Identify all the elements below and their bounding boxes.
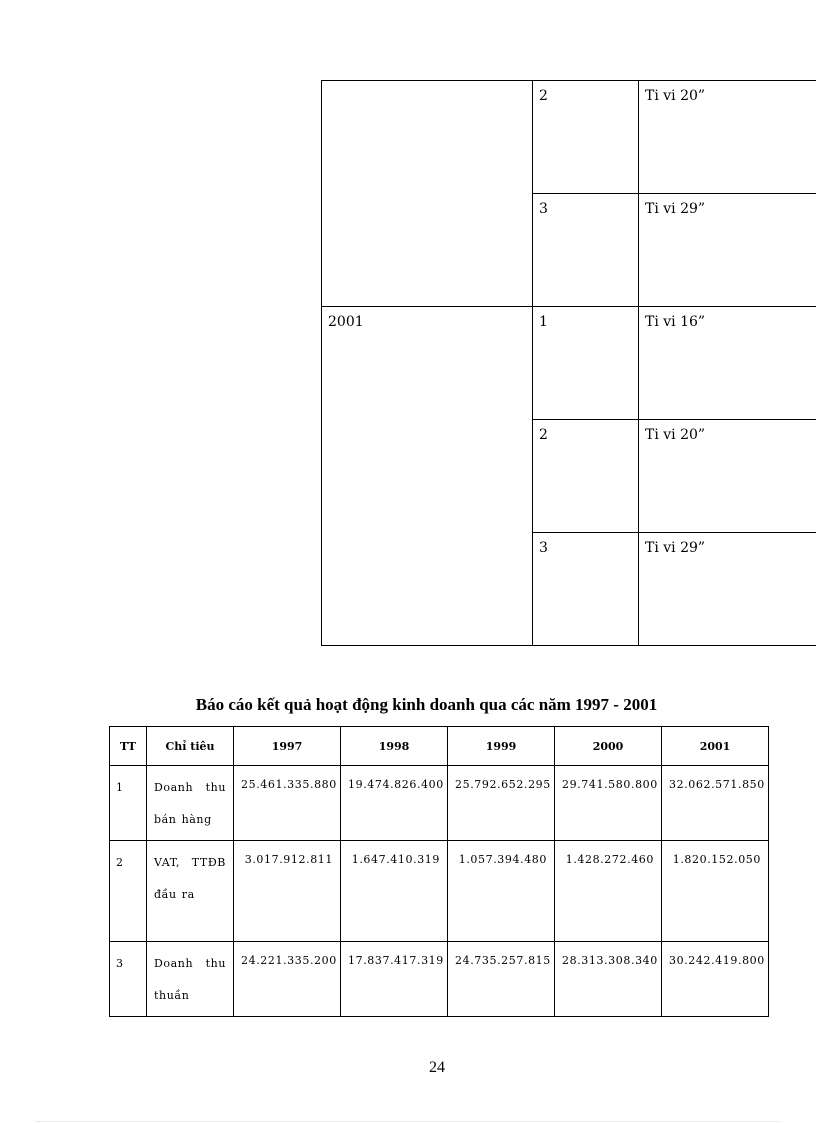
value-cell: 3.017.912.811 <box>234 841 341 942</box>
column-header-1999: 1999 <box>448 727 555 766</box>
column-header-2001: 2001 <box>662 727 769 766</box>
product-name: Ti vi 29” <box>645 201 706 217</box>
value-cell: 32.062.571.850 <box>662 766 769 841</box>
value-cell: 19.474.826.400 <box>341 766 448 841</box>
year-cell <box>322 81 533 307</box>
table-row <box>110 942 769 1017</box>
value-cell: 1.428.272.460 <box>555 841 662 942</box>
value-cell: 25.792.652.295 <box>448 766 555 841</box>
product-name: Ti vi 16” <box>645 314 706 330</box>
table-row <box>322 307 816 420</box>
product-name: Ti vi 20” <box>645 427 706 443</box>
number-cell <box>533 194 639 307</box>
footer-divider <box>36 1121 780 1122</box>
table-row <box>110 841 769 942</box>
product-name: Ti vi 20” <box>645 88 706 104</box>
product-table <box>321 80 816 646</box>
column-header-tt: TT <box>110 727 147 766</box>
product-cell <box>639 533 816 646</box>
product-name: Ti vi 29” <box>645 540 706 556</box>
item-number: 1 <box>539 314 548 330</box>
row-label: Doanh thu thuần <box>147 942 234 1017</box>
value-cell: 1.057.394.480 <box>448 841 555 942</box>
column-header-1998: 1998 <box>341 727 448 766</box>
product-cell <box>639 420 816 533</box>
value-cell: 1.820.152.050 <box>662 841 769 942</box>
row-index: 3 <box>110 942 147 1017</box>
item-number: 3 <box>539 201 548 217</box>
page-number: 24 <box>429 1059 445 1076</box>
value-cell: 28.313.308.340 <box>555 942 662 1017</box>
number-cell <box>533 533 639 646</box>
year-cell <box>322 307 533 646</box>
column-header-1997: 1997 <box>234 727 341 766</box>
item-number: 2 <box>539 88 548 104</box>
column-header-2000: 2000 <box>555 727 662 766</box>
header-row <box>110 727 769 766</box>
item-number: 3 <box>539 540 548 556</box>
row-label: VAT, TTĐB đầu ra <box>147 841 234 942</box>
product-cell <box>639 81 816 194</box>
column-header-indicator: Chỉ tiêu <box>147 727 234 766</box>
value-cell: 24.221.335.200 <box>234 942 341 1017</box>
table-row <box>110 766 769 841</box>
year-label: 2001 <box>328 314 364 330</box>
number-cell <box>533 307 639 420</box>
item-number: 2 <box>539 427 548 443</box>
report-title: Báo cáo kết quả hoạt động kinh doanh qua các năm 1997 - 2001 <box>195 695 658 714</box>
product-cell <box>639 194 816 307</box>
row-label: Doanh thu bán hàng <box>147 766 234 841</box>
row-index: 1 <box>110 766 147 841</box>
product-cell <box>639 307 816 420</box>
value-cell: 24.735.257.815 <box>448 942 555 1017</box>
number-cell <box>533 420 639 533</box>
value-cell: 1.647.410.319 <box>341 841 448 942</box>
value-cell: 29.741.580.800 <box>555 766 662 841</box>
row-index: 2 <box>110 841 147 942</box>
number-cell <box>533 81 639 194</box>
value-cell: 17.837.417.319 <box>341 942 448 1017</box>
business-report-table <box>109 726 769 1017</box>
value-cell: 30.242.419.800 <box>662 942 769 1017</box>
table-row <box>322 81 816 194</box>
value-cell: 25.461.335.880 <box>234 766 341 841</box>
